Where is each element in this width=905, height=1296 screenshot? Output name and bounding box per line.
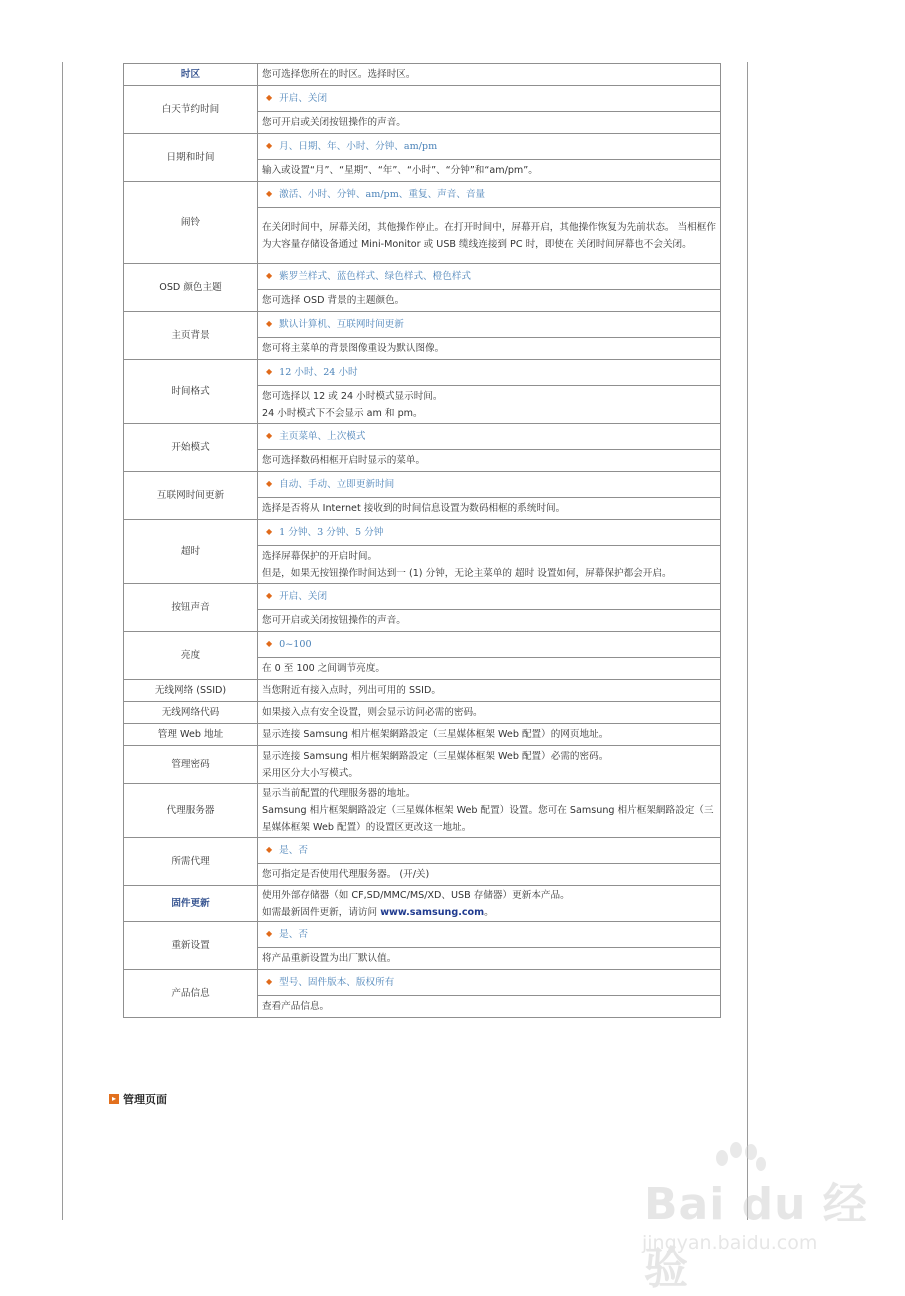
row-label: 主页背景 — [124, 312, 258, 360]
description-line: 您可选择您所在的时区。选择时区。 — [262, 69, 416, 80]
row-description — [258, 546, 721, 584]
row-description — [258, 208, 721, 264]
row-description — [258, 948, 721, 970]
settings-row — [124, 134, 721, 160]
settings-row — [124, 64, 721, 86]
option-text: 0~100 — [279, 639, 312, 650]
settings-row — [124, 886, 721, 922]
description-line: 选择屏幕保护的开启时间。 — [262, 550, 378, 562]
row-description — [258, 864, 721, 886]
bullet-diamond-icon: ◆ — [266, 189, 273, 198]
bullet-diamond-icon: ◆ — [266, 527, 273, 536]
description-line: 选择是否将从 Internet 接收到的时间信息设置为数码相框的系统时间。 — [262, 503, 566, 514]
row-description — [258, 112, 721, 134]
row-description — [258, 386, 721, 424]
row-label: 无线网络 (SSID) — [124, 680, 258, 702]
bullet-diamond-icon: ◆ — [266, 639, 273, 648]
row-options — [258, 472, 721, 498]
option-text: 激活、小时、分钟、am/pm、重复、声音、音量 — [279, 189, 486, 200]
settings-table — [123, 63, 721, 1018]
settings-row — [124, 86, 721, 112]
option-text: 默认计算机、互联网时间更新 — [279, 319, 404, 330]
row-description — [258, 610, 721, 632]
settings-row — [124, 746, 721, 784]
settings-row — [124, 702, 721, 724]
row-options — [258, 970, 721, 996]
settings-row — [124, 784, 721, 838]
description-link-line — [262, 904, 716, 921]
row-description — [258, 338, 721, 360]
settings-row — [124, 724, 721, 746]
bullet-diamond-icon: ◆ — [266, 591, 273, 600]
row-description — [258, 64, 721, 86]
row-label: 所需代理 — [124, 838, 258, 886]
bullet-diamond-icon: ◆ — [266, 367, 273, 376]
description-line: 在 0 至 100 之间调节亮度。 — [262, 663, 385, 674]
bullet-diamond-icon: ◆ — [266, 845, 273, 854]
description-line: 但是，如果无按钮操作时间达到一 (1) 分钟，无论主菜单的 超时 设置如何，屏幕保护都会开启。 — [262, 567, 672, 579]
settings-row — [124, 360, 721, 386]
description-line: 您可选择以 12 或 24 小时模式显示时间。 — [262, 390, 443, 402]
watermark-main-text: Bai du 经验 — [644, 1179, 868, 1294]
option-text: 是、否 — [279, 845, 308, 856]
settings-row — [124, 472, 721, 498]
row-label: 开始模式 — [124, 424, 258, 472]
description-line: 24 小时模式下不会显示 am 和 pm。 — [262, 407, 423, 419]
description-line: 使用外部存储器（如 CF,SD/MMC/MS/XD、USB 存储器）更新本产品。 — [262, 889, 570, 901]
option-text: 开启、关闭 — [279, 93, 328, 104]
row-options — [258, 632, 721, 658]
option-text: 是、否 — [279, 929, 308, 940]
admin-page-link[interactable] — [109, 1091, 167, 1107]
orange-arrow-icon: ▸ — [109, 1094, 119, 1104]
row-options — [258, 360, 721, 386]
bullet-diamond-icon: ◆ — [266, 93, 273, 102]
row-label: 代理服务器 — [124, 784, 258, 838]
bullet-diamond-icon: ◆ — [266, 479, 273, 488]
settings-row — [124, 424, 721, 450]
option-text: 自动、手动、立即更新时间 — [279, 479, 395, 490]
row-options — [258, 86, 721, 112]
row-options — [258, 134, 721, 160]
description-line: 如果接入点有安全设置，则会显示访问必需的密码。 — [262, 707, 483, 718]
row-options — [258, 520, 721, 546]
settings-row — [124, 922, 721, 948]
row-label: 时间格式 — [124, 360, 258, 424]
row-label: 白天节约时间 — [124, 86, 258, 134]
row-label: 超时 — [124, 520, 258, 584]
row-label[interactable]: 时区 — [124, 64, 258, 86]
row-description — [258, 658, 721, 680]
row-label: 管理 Web 地址 — [124, 724, 258, 746]
bullet-diamond-icon: ◆ — [266, 271, 273, 280]
description-line: 您可将主菜单的背景图像重设为默认图像。 — [262, 343, 445, 354]
settings-row — [124, 312, 721, 338]
settings-row — [124, 264, 721, 290]
bullet-diamond-icon: ◆ — [266, 319, 273, 328]
description-line: 将产品重新设置为出厂默认值。 — [262, 953, 397, 964]
row-description — [258, 996, 721, 1018]
description-line: 显示连接 Samsung 相片框架網路設定（三星媒体框架 Web 配置）的网页地址。 — [262, 729, 609, 740]
watermark-url-text: jingyan.baidu.com — [642, 1232, 818, 1254]
bullet-diamond-icon: ◆ — [266, 141, 273, 150]
description-line: 显示连接 Samsung 相片框架網路設定（三星媒体框架 Web 配置）必需的密码。 — [262, 750, 609, 762]
option-text: 12 小时、24 小时 — [279, 367, 358, 378]
description-line: 查看产品信息。 — [262, 1001, 330, 1012]
settings-row — [124, 970, 721, 996]
description-line: 您可指定是否使用代理服务器。 (开/关) — [262, 869, 430, 880]
option-text: 1 分钟、3 分钟、5 分钟 — [279, 527, 384, 538]
description-line: 显示当前配置的代理服务器的地址。 — [262, 788, 416, 799]
settings-row — [124, 838, 721, 864]
description-line: 采用区分大小写模式。 — [262, 767, 358, 779]
settings-row — [124, 520, 721, 546]
row-description — [258, 498, 721, 520]
row-description — [258, 746, 721, 784]
row-options — [258, 312, 721, 338]
settings-row — [124, 182, 721, 208]
row-label: 亮度 — [124, 632, 258, 680]
option-text: 紫罗兰样式、蓝色样式、绿色样式、橙色样式 — [279, 271, 472, 282]
link-prefix: 如需最新固件更新，请访问 — [262, 906, 381, 918]
link-suffix: 。 — [484, 906, 494, 918]
description-line: Samsung 相片框架網路設定（三星媒体框架 Web 配置）设置。您可在 Samsung 相片框架網路設定（三星媒体框架 Web 配置）的设置区更改这一地址。 — [262, 805, 714, 833]
row-label: 产品信息 — [124, 970, 258, 1018]
row-description — [258, 290, 721, 312]
description-line: 当您附近有接入点时，列出可用的 SSID。 — [262, 685, 441, 696]
row-description — [258, 450, 721, 472]
row-description — [258, 886, 721, 922]
row-label: OSD 颜色主题 — [124, 264, 258, 312]
row-label: 闹铃 — [124, 182, 258, 264]
option-text: 月、日期、年、小时、分钟、am/pm — [279, 141, 438, 152]
page-left-rule — [62, 62, 63, 1220]
description-line: 在关闭时间中，屏幕关闭，其他操作停止。在打开时间中，屏幕开启，其他操作恢复为先前状态。 当相框作为大容量存储设备通过 Mini-Monitor 或 USB 缆线连接到 PC 时，即使在 关闭时间屏幕也不会关闭。 — [262, 221, 716, 250]
row-options — [258, 182, 721, 208]
row-description — [258, 680, 721, 702]
admin-page-link-label[interactable]: 管理页面 — [123, 1093, 167, 1106]
row-description — [258, 702, 721, 724]
bullet-diamond-icon: ◆ — [266, 431, 273, 440]
settings-row — [124, 680, 721, 702]
row-options — [258, 424, 721, 450]
row-description — [258, 724, 721, 746]
baidu-watermark — [636, 1140, 886, 1294]
description-line: 您可选择 OSD 背景的主题颜色。 — [262, 295, 405, 306]
samsung-website-link[interactable]: www.samsung.com — [380, 906, 485, 918]
row-options — [258, 264, 721, 290]
row-label: 互联网时间更新 — [124, 472, 258, 520]
row-label[interactable]: 固件更新 — [124, 886, 258, 922]
option-text: 型号、固件版本、版权所有 — [279, 977, 395, 988]
row-description — [258, 784, 721, 838]
option-text: 主页菜单、上次模式 — [279, 431, 366, 442]
description-line: 您可开启或关闭按钮操作的声音。 — [262, 615, 406, 626]
row-options — [258, 838, 721, 864]
description-line: 您可选择数码相框开启时显示的菜单。 — [262, 455, 426, 466]
description-line: 输入或设置“月”、“星期”、“年”、“小时”、“分钟”和“am/pm”。 — [262, 165, 538, 176]
settings-row — [124, 584, 721, 610]
option-text: 开启、关闭 — [279, 591, 328, 602]
row-options — [258, 584, 721, 610]
row-label: 按钮声音 — [124, 584, 258, 632]
row-label: 无线网络代码 — [124, 702, 258, 724]
row-label: 重新设置 — [124, 922, 258, 970]
row-description — [258, 160, 721, 182]
description-line: 您可开启或关闭按钮操作的声音。 — [262, 117, 406, 128]
bullet-diamond-icon: ◆ — [266, 929, 273, 938]
bullet-diamond-icon: ◆ — [266, 977, 273, 986]
settings-row — [124, 632, 721, 658]
row-options — [258, 922, 721, 948]
row-label: 管理密码 — [124, 746, 258, 784]
row-label: 日期和时间 — [124, 134, 258, 182]
page-right-rule — [747, 62, 748, 1220]
